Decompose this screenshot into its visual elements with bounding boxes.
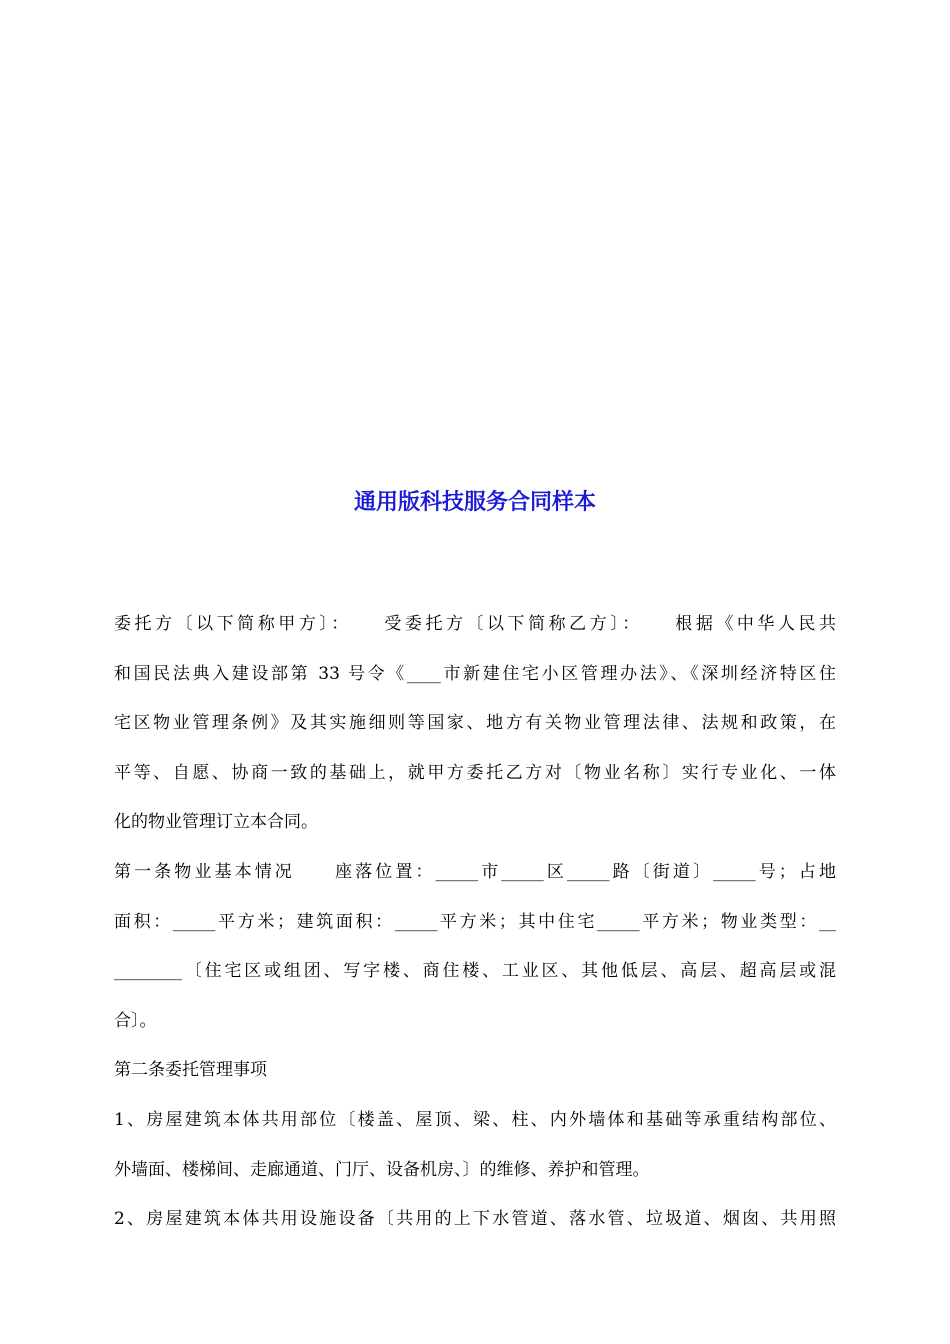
document-body <box>114 600 836 1245</box>
body-line-8: ________〔住宅区或组团、写字楼、商住楼、工业区、其他低层、高层、超高层或混 <box>114 961 836 982</box>
body-line-12: 外墙面、楼梯间、走廊通道、门厅、设备机房、〕的维修、养护和管理。 <box>114 1159 650 1180</box>
body-line-7: 面积：_____平方米；建筑面积：_____平方米；其中住宅_____平方米；物业类型：__ <box>114 911 836 932</box>
body-line-13: 2、房屋建筑本体共用设施设备〔共用的上下水管道、落水管、垃圾道、烟囱、共用照 <box>114 1209 836 1230</box>
body-line-4: 平等、自愿、协商一致的基础上，就甲方委托乙方对〔物业名称〕实行专业化、一体 <box>114 762 836 783</box>
body-line-3: 宅区物业管理条例》及其实施细则等国家、地方有关物业管理法律、法规和政策，在 <box>114 713 836 734</box>
body-line-5: 化的物业管理订立本合同。 <box>114 812 318 833</box>
body-line-9: 合〕。 <box>114 1010 157 1031</box>
body-line-6: 第一条物业基本情况 座落位置：_____市_____区_____路〔街道〕_____号；占地 <box>114 861 836 882</box>
body-line-2: 和国民法典入建设部第 33 号令《____市新建住宅小区管理办法》、《深圳经济特区住 <box>114 663 836 684</box>
body-line-10: 第二条委托管理事项 <box>114 1060 267 1081</box>
body-line-1: 委托方〔以下简称甲方〕： 受委托方〔以下简称乙方〕： 根据《中华人民共 <box>114 614 836 634</box>
body-line-11: 1、房屋建筑本体共用部位〔楼盖、屋顶、梁、柱、内外墙体和基础等承重结构部位、 <box>114 1109 836 1130</box>
document-title: 通用版科技服务合同样本 <box>353 490 596 515</box>
